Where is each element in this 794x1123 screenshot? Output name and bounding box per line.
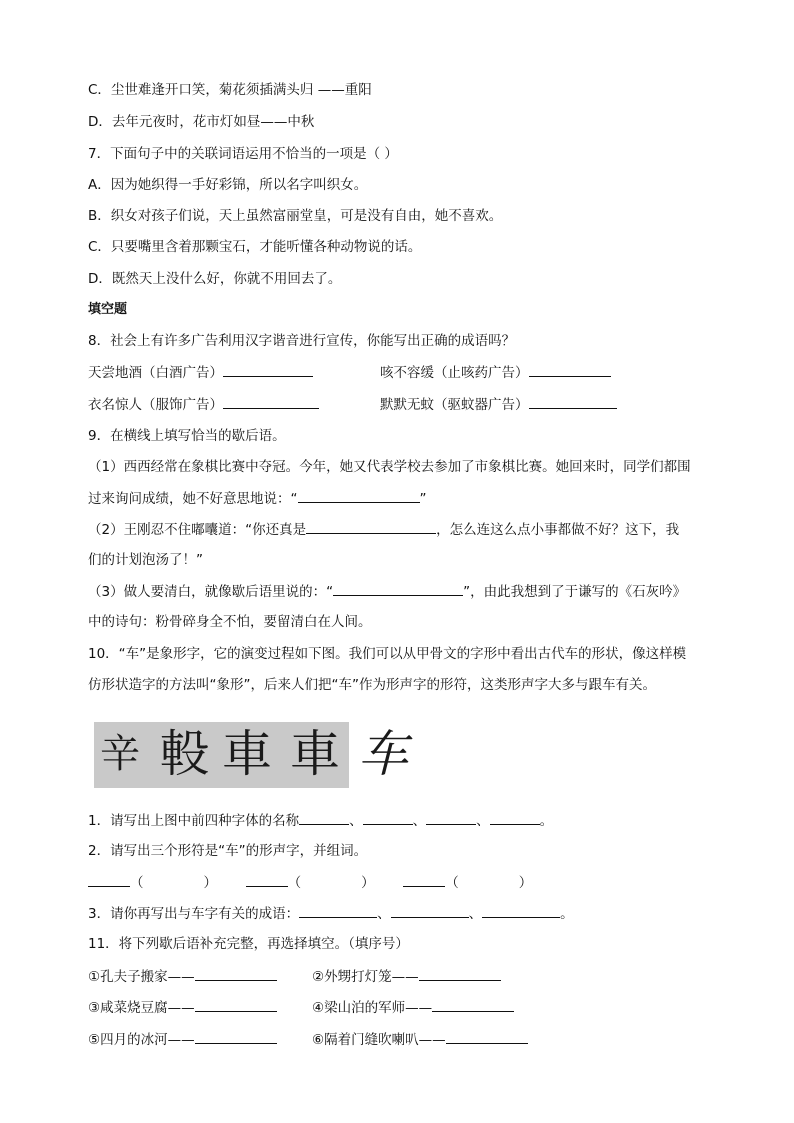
q11-item-4-text: ④梁山泊的军师—— [312,1000,433,1016]
question-7: 7．下面句子中的关联词语运用不恰当的一项是（ ） [88,146,398,162]
q10-line-1: 10．“车”是象形字，它的演变过程如下图。我们可以从甲骨文的字形中看出古代车的形状，像这样模 [88,646,687,662]
answer-blank[interactable] [223,362,313,377]
bronze-glyph: 軗 [160,725,210,783]
answer-blank[interactable] [299,810,349,825]
close-quote: ” [419,491,427,507]
answer-blank[interactable] [298,488,420,503]
answer-blank[interactable] [195,966,277,981]
q9-1-text: 过来询问成绩，她不好意思地说：“ [88,491,298,507]
q11-item-6 [312,1029,528,1050]
q11-item-2-text: ②外甥打灯笼—— [312,969,419,985]
q10-line-2: 仿形状造字的方法叫“象形”，后来人们把“车”作为形声字的形符，这类形声字大多与跟车有关。 [88,677,656,693]
answer-blank[interactable] [482,903,560,918]
answer-blank[interactable] [419,966,501,981]
q8-item-3-text: 衣名惊人（服饰广告） [88,397,223,413]
clerical-glyph: 車 [290,725,340,783]
separator: 、 [377,906,391,922]
q9-1-line-1: （1）西西经常在象棋比赛中夺冠。今年，她又代表学校去参加了市象棋比赛。她回来时，同学们都围 [88,459,691,475]
q11-item-4 [312,997,514,1018]
section-title-fill-blank: 填空题 [88,302,128,317]
answer-blank[interactable] [333,581,463,596]
answer-blank[interactable] [299,903,377,918]
sub-q1-text: 1．请写出上图中前四种字体的名称 [88,813,300,829]
q8-item-2-text: 咳不容缓（止咳药广告） [380,365,529,381]
question-11: 11．将下列歇后语补充完整，再选择填空。（填序号） [88,936,409,952]
answer-blank[interactable] [195,1029,277,1044]
left-paren: （ [130,875,144,891]
option-7d: D．既然天上没什么好，你就不用回去了。 [88,271,342,287]
question-9: 9．在横线上填写恰当的歇后语。 [88,428,286,444]
option-6c: C．尘世难逢开口笑，菊花须插满头归 ——重阳 [88,82,372,98]
answer-blank[interactable] [223,394,319,409]
q8-item-4-text: 默默无蚊（驱蚊器广告） [380,397,529,413]
period: 。 [560,906,574,922]
q9-3-text-end: ”，由此我想到了于谦写的《石灰吟》 [463,584,687,600]
answer-blank[interactable] [529,394,617,409]
q11-item-5-text: ⑤四月的冰河—— [88,1032,195,1048]
answer-blank[interactable] [391,903,469,918]
q8-item-4 [380,394,617,415]
separator: 、 [476,813,490,829]
separator: 、 [468,906,483,922]
answer-blank[interactable] [363,810,413,825]
answer-blank[interactable] [195,997,277,1012]
q11-item-3-text: ③咸菜烧豆腐—— [88,1000,195,1016]
option-7b: B．织女对孩子们说，天上虽然富丽堂皇，可是没有自由，她不喜欢。 [88,208,503,224]
q11-item-1-text: ①孔夫子搬家—— [88,969,195,985]
answer-blank[interactable] [403,872,445,887]
left-paren: （ [287,875,302,891]
q11-item-6-text: ⑥隔着门缝吹喇叭—— [312,1032,446,1048]
oracle-bone-glyph: ⾟ [100,731,140,777]
answer-blank[interactable] [490,810,540,825]
period: 。 [539,813,554,829]
sub-question-2: 2．请写出三个形符是“车”的形声字，并组词。 [88,843,368,859]
answer-blank[interactable] [88,872,130,887]
simplified-glyph: 车 [358,725,408,783]
answer-blank[interactable] [432,997,514,1012]
separator: 、 [349,813,363,829]
q8-item-1 [88,362,313,383]
q11-item-1 [88,966,277,987]
q11-item-3 [88,997,277,1018]
q8-item-1-text: 天尝地酒（白酒广告） [88,365,223,381]
sub-question-3 [88,903,574,924]
q11-item-2 [312,966,501,987]
q9-3-line-2: 中的诗句：粉骨碎身全不怕，要留清白在人间。 [88,614,372,630]
q9-2-text: （2）王刚忍不住嘟囔道：“你还真是 [88,522,307,538]
q9-1-line-2 [88,488,427,509]
q9-3-line-1 [88,581,686,602]
right-paren: ） [518,875,533,891]
sub-q3-text: 3．请你再写出与车字有关的成语： [88,906,300,922]
q8-item-3 [88,394,319,415]
q8-item-2 [380,362,611,383]
right-paren: ） [203,875,217,891]
separator: 、 [412,813,427,829]
q9-2-line-2: 们的计划泡汤了！” [88,552,203,568]
sub-q2-answers [88,872,532,893]
question-8: 8．社会上有许多广告利用汉字谐音进行宣传，你能写出正确的成语吗？ [88,333,516,349]
q11-item-5 [88,1029,277,1050]
option-7a: A．因为她织得一手好彩锦，所以名字叫织女。 [88,177,368,193]
answer-blank[interactable] [426,810,476,825]
answer-blank[interactable] [529,362,611,377]
option-7c: C．只要嘴里含着那颗宝石，才能听懂各种动物说的话。 [88,239,422,255]
seal-glyph: 車 [222,725,272,783]
q9-3-text: （3）做人要清白，就像歇后语里说的：“ [88,584,334,600]
sub-question-1 [88,810,553,831]
answer-blank[interactable] [246,872,288,887]
q9-2-line-1 [88,519,679,540]
answer-blank[interactable] [306,519,436,534]
answer-blank[interactable] [446,1029,528,1044]
option-6d: D．去年元夜时，花市灯如昼——中秋 [88,114,315,130]
right-paren: ） [361,875,375,891]
q9-2-text-end: ，怎么连这么点小事都做不好？这下，我 [436,522,680,538]
left-paren: （ [445,875,459,891]
